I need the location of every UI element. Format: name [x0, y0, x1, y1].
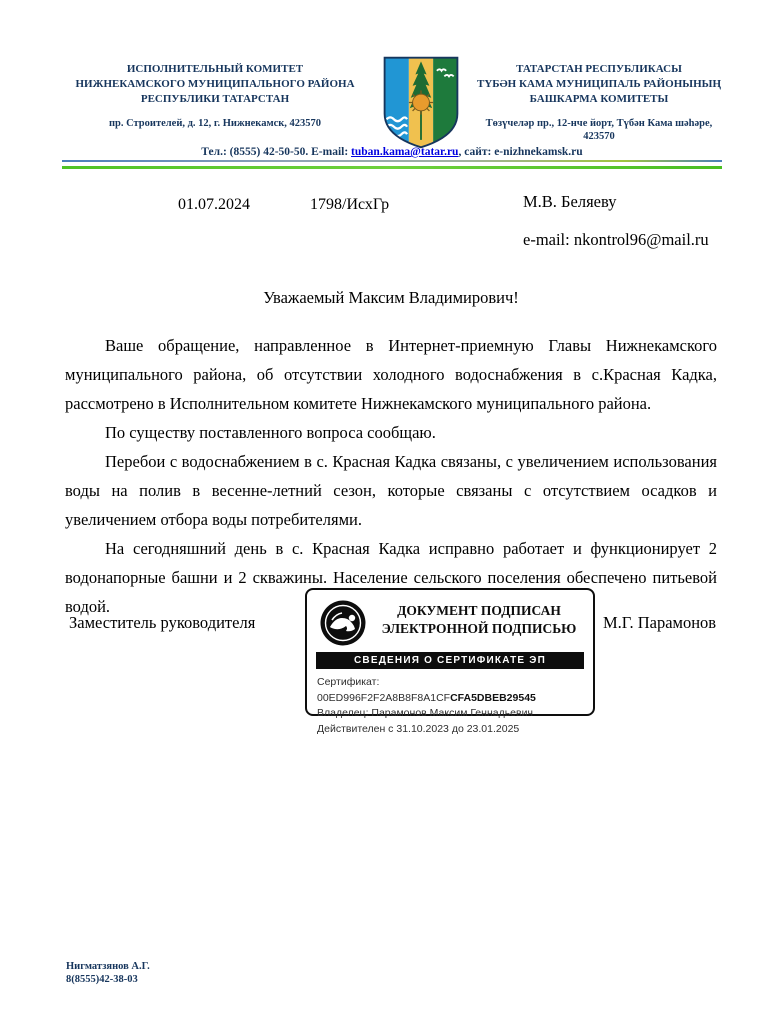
signer-name: М.Г. Парамонов	[603, 613, 717, 632]
stamp-title	[371, 602, 587, 638]
esignature-stamp	[305, 588, 595, 735]
certificate-line	[317, 675, 587, 706]
divider-top-line	[62, 160, 722, 162]
certificate-number-bold: CFA5DBEB29545	[450, 691, 536, 704]
stamp-certificate-bar: СВЕДЕНИЯ О СЕРТИФИКАТЕ ЭП	[316, 652, 584, 669]
body-paragraph: Перебои с водоснабжением в с. Красная Кадка связаны, с увеличением использования воды на полив в весенне-летний сезон, которые связаны с отсутствием осадков и увеличением отбора воды потребителями.	[65, 452, 717, 529]
addressee-email: e-mail: nkontrol96@mail.ru	[523, 230, 709, 249]
org-name-russian	[64, 62, 366, 130]
stamp-title-line2: ЭЛЕКТРОННОЙ ПОДПИСЬЮ	[381, 621, 577, 636]
body-paragraph: Ваше обращение, направленное в Интернет-приемную Главы Нижнекамского муниципального района, об отсутствии холодного водоснабжения в с.Красная Кадка, рассмотрено в Исполнительном комитете Нижнекамского муниципального района.	[65, 336, 717, 413]
org-name-tatar	[466, 62, 732, 143]
certificate-owner: Владелец: Парамонов Максим Геннадьевич	[317, 707, 533, 719]
letter-date: 01.07.2024	[178, 196, 250, 213]
addressee-name: М.В. Беляеву	[523, 192, 617, 211]
divider-green-line	[62, 166, 722, 169]
contact-line	[62, 146, 722, 158]
letter-number: 1798/ИсхГр	[310, 196, 390, 213]
certificate-number: 00ED996F2F2A8B8F8A1CF	[317, 691, 451, 704]
org-email-link[interactable]: tuban.kama@tatar.ru	[351, 146, 459, 158]
stamp-details	[317, 675, 587, 737]
org-name-line: ИСПОЛНИТЕЛЬНЫЙ КОМИТЕТ	[126, 63, 304, 75]
nizhnekamsk-coat-of-arms-icon	[379, 53, 463, 152]
signer-position: Заместитель руководителя	[69, 613, 256, 632]
body-paragraph: По существу поставленного вопроса сообщаю.	[105, 423, 436, 442]
org-website: e-nizhnekamsk.ru	[494, 146, 583, 158]
letterhead-divider	[62, 160, 722, 171]
org-address-russian: пр. Строителей, д. 12, г. Нижнекамск, 423570	[108, 118, 322, 129]
executor-block	[66, 960, 150, 986]
certificate-label: Сертификат:	[317, 676, 380, 688]
stamp-title-line1: ДОКУМЕНТ ПОДПИСАН	[397, 603, 561, 618]
org-name-line: НИЖНЕКАМСКОГО МУНИЦИПАЛЬНОГО РАЙОНА	[75, 78, 355, 90]
org-name-line: БАШКАРМА КОМИТЕТЫ	[529, 93, 669, 105]
org-name-line: ТАТАРСТАН РЕСПУБЛИКАСЫ	[516, 63, 682, 75]
org-address-tatar-line2: 423570	[583, 131, 615, 142]
executor-phone: 8(8555)42-38-03	[66, 974, 138, 985]
org-name-line: РЕСПУБЛИКИ ТАТАРСТАН	[140, 93, 290, 105]
org-name-line: ТҮБӘН КАМА МУНИЦИПАЛЬ РАЙОНЫНЫҢ	[476, 78, 722, 90]
salutation: Уважаемый Максим Владимирович!	[263, 288, 519, 307]
contact-tel: Тел.: (8555) 42-50-50. E-mail:	[201, 146, 352, 158]
contact-site-separator: , сайт:	[458, 146, 495, 158]
letter-body	[65, 331, 717, 621]
org-address-tatar-line1: Төзүчеләр пр., 12-нче йорт, Түбән Кама шәһәре,	[485, 118, 713, 129]
body-paragraph: На сегодняшний день в с. Красная Кадка исправно работает и функционирует 2 водонапорные башни и 2 скважины. Население сельского поселения обеспечено питьевой водой.	[65, 539, 717, 616]
certificate-validity: Действителен с 31.10.2023 до 23.01.2025	[317, 722, 520, 735]
tatarstan-emblem-icon	[320, 600, 366, 646]
executor-name: Нигматзянов А.Г.	[66, 961, 150, 972]
